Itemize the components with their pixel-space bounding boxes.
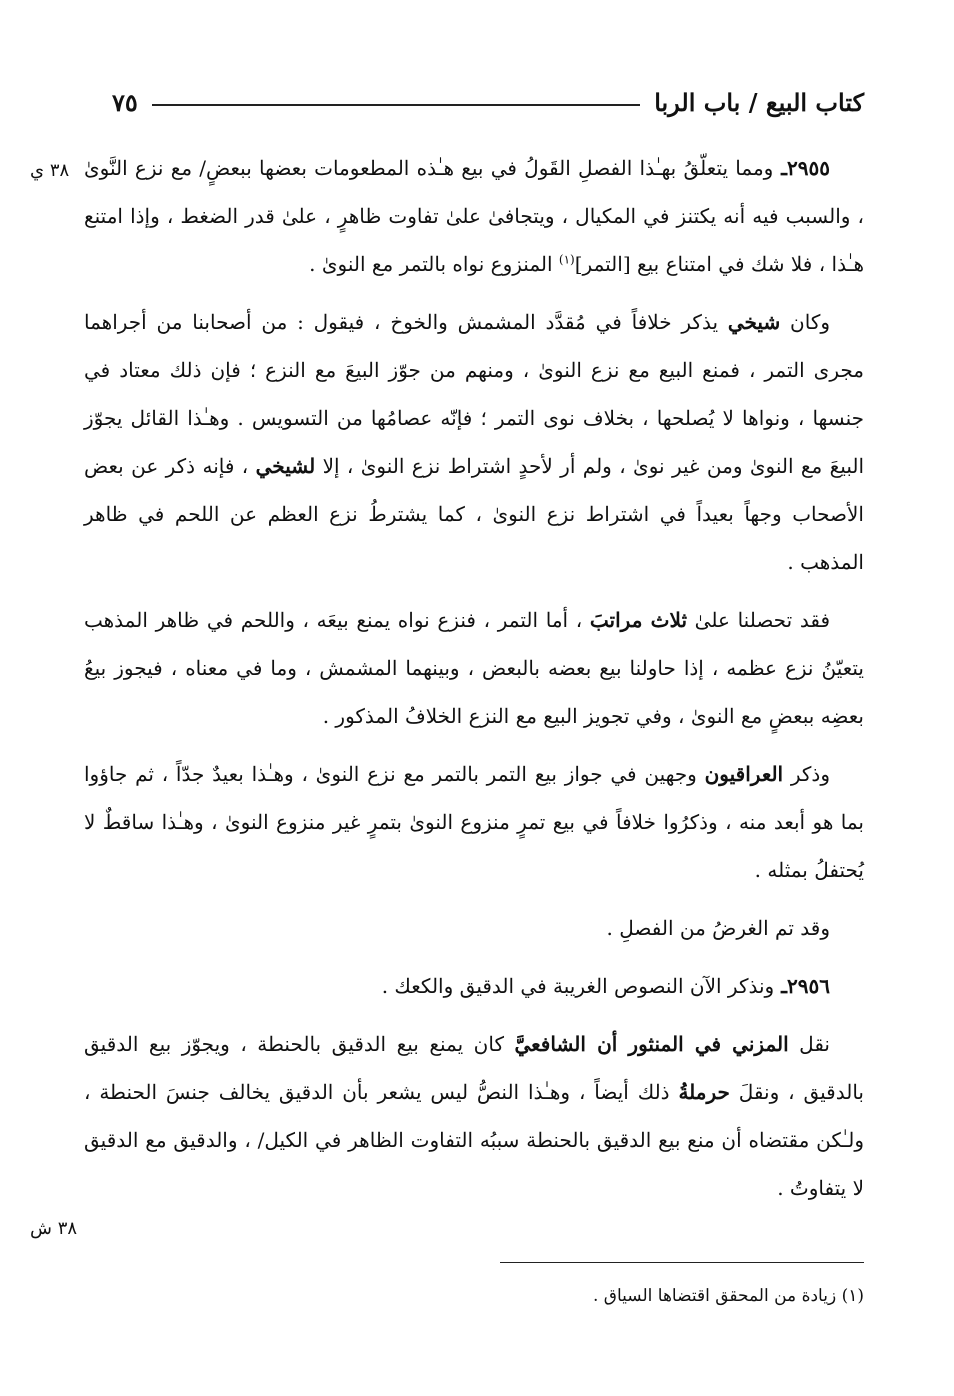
footnote xyxy=(300,1280,864,1312)
footnote-ref: (١) xyxy=(558,252,575,267)
main-text xyxy=(84,144,864,1222)
paragraph-2955: ٢٩٥٥ـ ومما يتعلّقُ بهـٰذا الفصلِ القَولُ في بيع هـٰذه المطعومات بعضها ببعضٍ/ مع نزع النَّوىٰ ، والسبب فيه أنه يكتنز في المكيال ، ويتجافىٰ علىٰ تفاوت ظاهرٍ ، علىٰ قدر الضغط ، وإذا امتنع هـٰذا ، فلا شك في امتناع بيع [التمر]$^{(١)}$ المنزوع نواه بالتمر مع النوىٰ . xyxy=(84,156,864,276)
section-number: ٢٩٥٥ـ xyxy=(773,156,830,180)
paragraph-three-levels: فقد تحصلنا علىٰ ثلاث مراتبَ ، أما التمر ، فنزع نواه يمنع بيعَه ، واللحم في ظاهر المذهب يتعيّنُ نزع عظمه ، إذا حاولنا بيع بعضه بالبعض ، وبينهما المشمش ، وما في معناه ، فيجوز بيعُ بعضِه ببعضٍ مع النوىٰ ، وفي تجويز البيع مع النزع الخلافُ المذكور . xyxy=(84,608,864,728)
paragraph-sheikh-dispute: وكان شيخي يذكر خلافاً في مُقدَّد المشمش والخوخ ، فيقول : من أصحابنا من أجراهما مجرى التمر ، فمنع البيع مع نزع النوىٰ ، ومنهم من جوّز البيعَ مع النزع ؛ فإن ذلك معتاد في جنسها ، ونواها لا يُصلحها ، بخلاف نوى التمر ؛ فإنّه عصامُها من التسويس . وهـٰذا القائل يجوّز البيعَ مع النوىٰ ومن غير نوىٰ ، ولم أر لأحدٍ اشتراط نزع النوىٰ ، إلا لشيخي ، فإنه ذكر عن بعض الأصحاب وجهاً بعيداً في اشتراط نزع النوىٰ ، كما يشترطُ نزع العظم عن اللحم في ظاهر المذهب . xyxy=(84,310,865,574)
chapter-title: كتاب البيع / باب الربا xyxy=(654,87,864,117)
margin-note-manuscript-y: ٣٨ ي xyxy=(30,160,70,181)
section-number: ٢٩٥٦ـ xyxy=(774,974,830,998)
header-rule xyxy=(152,104,640,106)
footnote-rule xyxy=(500,1262,864,1263)
running-header xyxy=(112,80,864,124)
margin-note-manuscript-sh: ٣٨ ش xyxy=(30,1218,78,1239)
footnote-text: زيادة من المحقق اقتضاها السياق . xyxy=(593,1286,837,1306)
page-number: ٧٥ xyxy=(112,87,138,117)
paragraph-iraqis: وذكر العراقيون وجهين في جواز بيع التمر بالتمر مع نزع النوىٰ ، وهـٰذا بعيدٌ جدّاً ، ثم جاؤوا بما هو أبعد منه ، وذكرُوا خلافاً في بيع تمرٍ منزوع النوىٰ بتمرٍ غير منزوع النوىٰ ، وهـٰذا ساقطٌ لا يُحتفلُ بمثله . xyxy=(84,762,864,882)
paragraph-2956: ٢٩٥٦ـ ونذكر الآن النصوص الغريبة في الدقيق والكعك . xyxy=(381,974,830,998)
paragraph-conclusion: وقد تم الغرضُ من الفصلِ . xyxy=(606,916,830,940)
paragraph-muzani: نقل المزني في المنثور أن الشافعيَّ كان يمنع بيع الدقيق بالحنطة ، ويجوّز بيع الدقيق بالدقيق ، ونقلَ حرملةُ ذلك أيضاً ، وهـٰذا النصُّ ليس يشعر بأن الدقيق يخالف جنسَ الحنطة ، ولـٰكن مقتضاه أن منع بيع الدقيق بالحنطة سببُه التفاوت الظاهر في الكيل/ ، والدقيق مع الدقيق لا يتفاوتُ . xyxy=(84,1032,864,1200)
footnote-number: (١) xyxy=(841,1286,864,1306)
